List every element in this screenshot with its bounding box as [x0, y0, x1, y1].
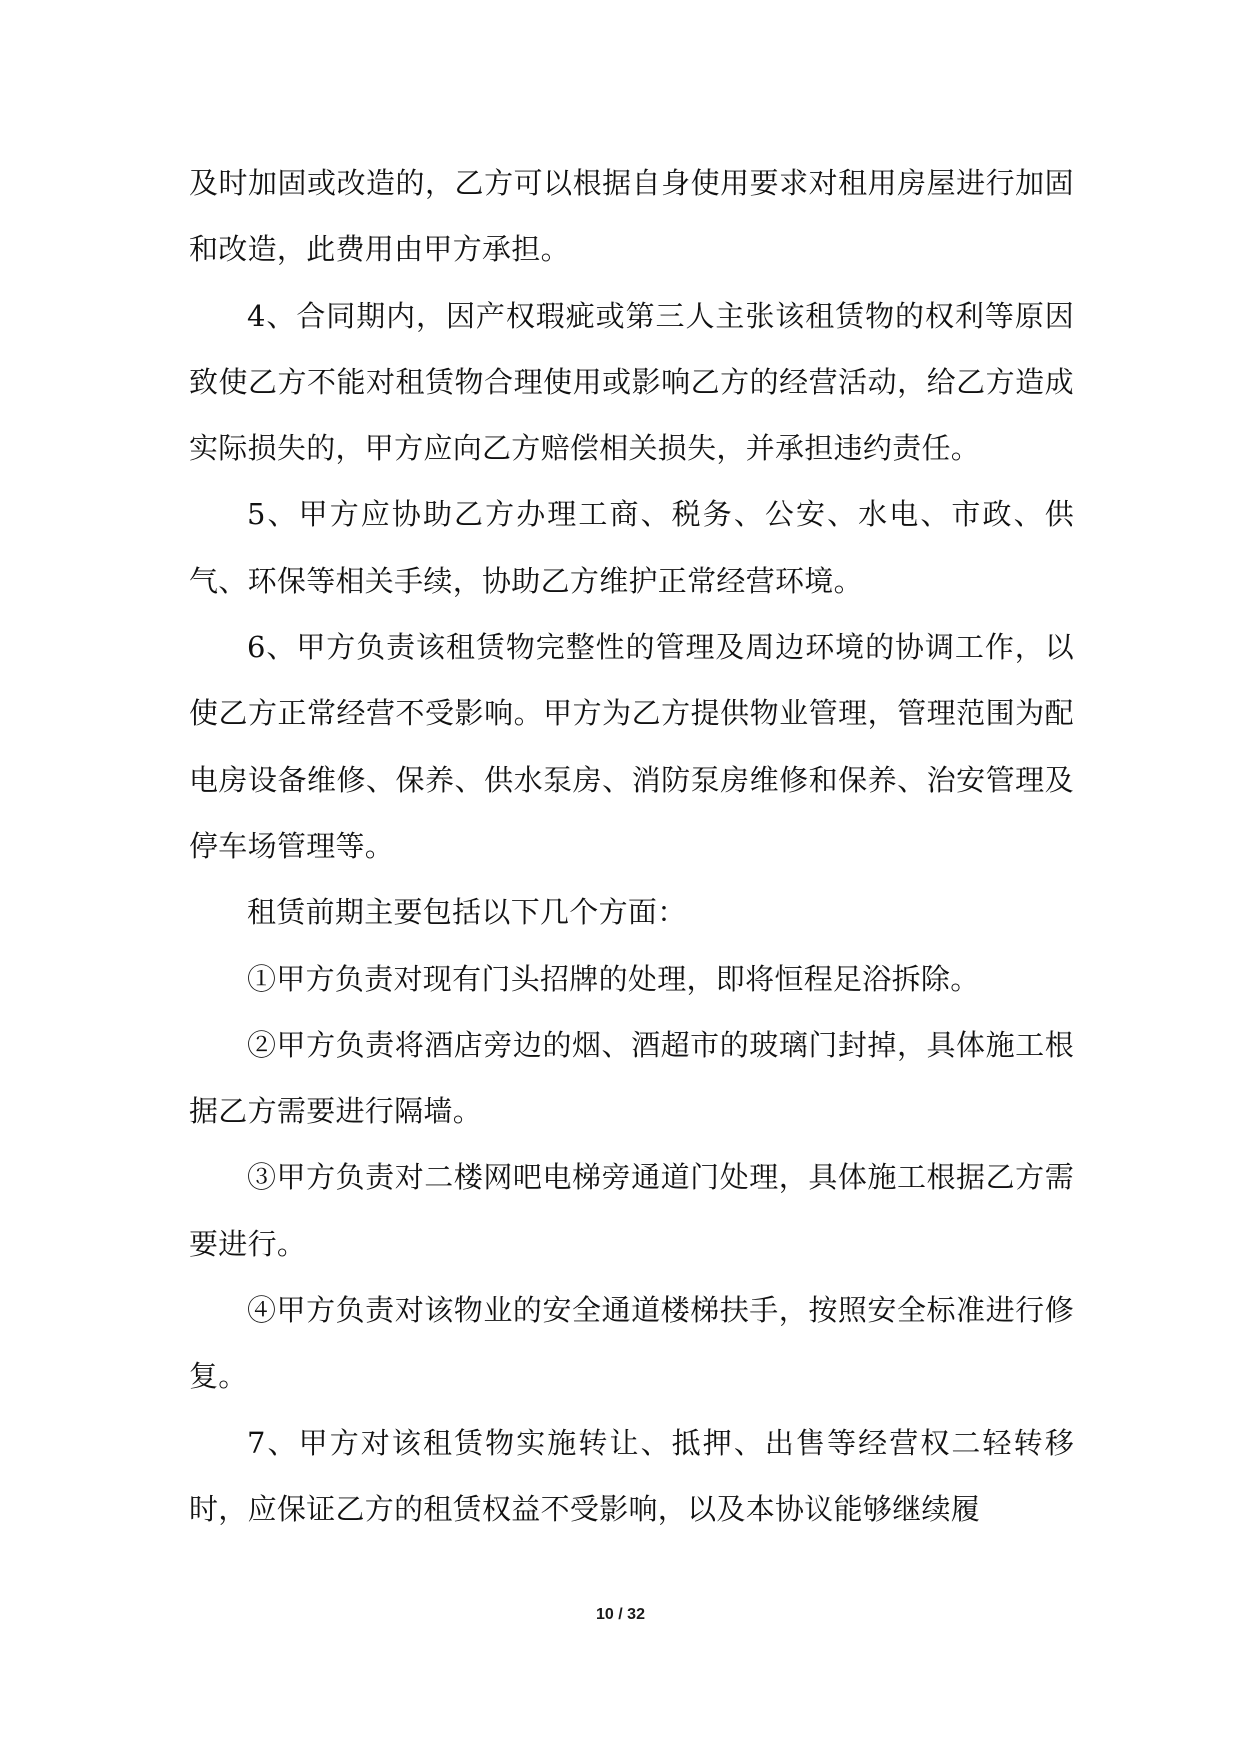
paragraph: ②甲方负责将酒店旁边的烟、酒超市的玻璃门封掉，具体施工根据乙方需要进行隔墙。 [189, 1027, 1074, 1129]
page-number: 10 / 32 [596, 1606, 645, 1623]
paragraph: 7、甲方对该租赁物实施转让、抵押、出售等经营权二轻转移时，应保证乙方的租赁权益不受影响，以及本协议能够继续履 [189, 1425, 1074, 1526]
paragraph: 及时加固或改造的，乙方可以根据自身使用要求对租用房屋进行加固和改造，此费用由甲方承担。 [189, 166, 1074, 267]
paragraph: ③甲方负责对二楼网吧电梯旁通道门处理，具体施工根据乙方需要进行。 [189, 1160, 1074, 1261]
paragraph: ④甲方负责对该物业的安全通道楼梯扶手，按照安全标准进行修复。 [189, 1293, 1074, 1394]
paragraph: 5、甲方应协助乙方办理工商、税务、公安、水电、市政、供气、环保等相关手续，协助乙方维护正常经营环境。 [189, 497, 1074, 598]
paragraph: 4、合同期内，因产权瑕疵或第三人主张该租赁物的权利等原因致使乙方不能对租赁物合理使用或影响乙方的经营活动，给乙方造成实际损失的，甲方应向乙方赔偿相关损失，并承担违约责任。 [189, 298, 1074, 466]
document-body [189, 150, 1074, 1542]
paragraph: 6、甲方负责该租赁物完整性的管理及周边环境的协调工作，以使乙方正常经营不受影响。甲方为乙方提供物业管理，管理范围为配电房设备维修、保养、供水泵房、消防泵房维修和保养、治安管理及停车场管理等。 [189, 630, 1074, 863]
paragraph: 租赁前期主要包括以下几个方面： [247, 895, 687, 930]
paragraph: ①甲方负责对现有门头招牌的处理，即将恒程足浴拆除。 [247, 961, 980, 996]
